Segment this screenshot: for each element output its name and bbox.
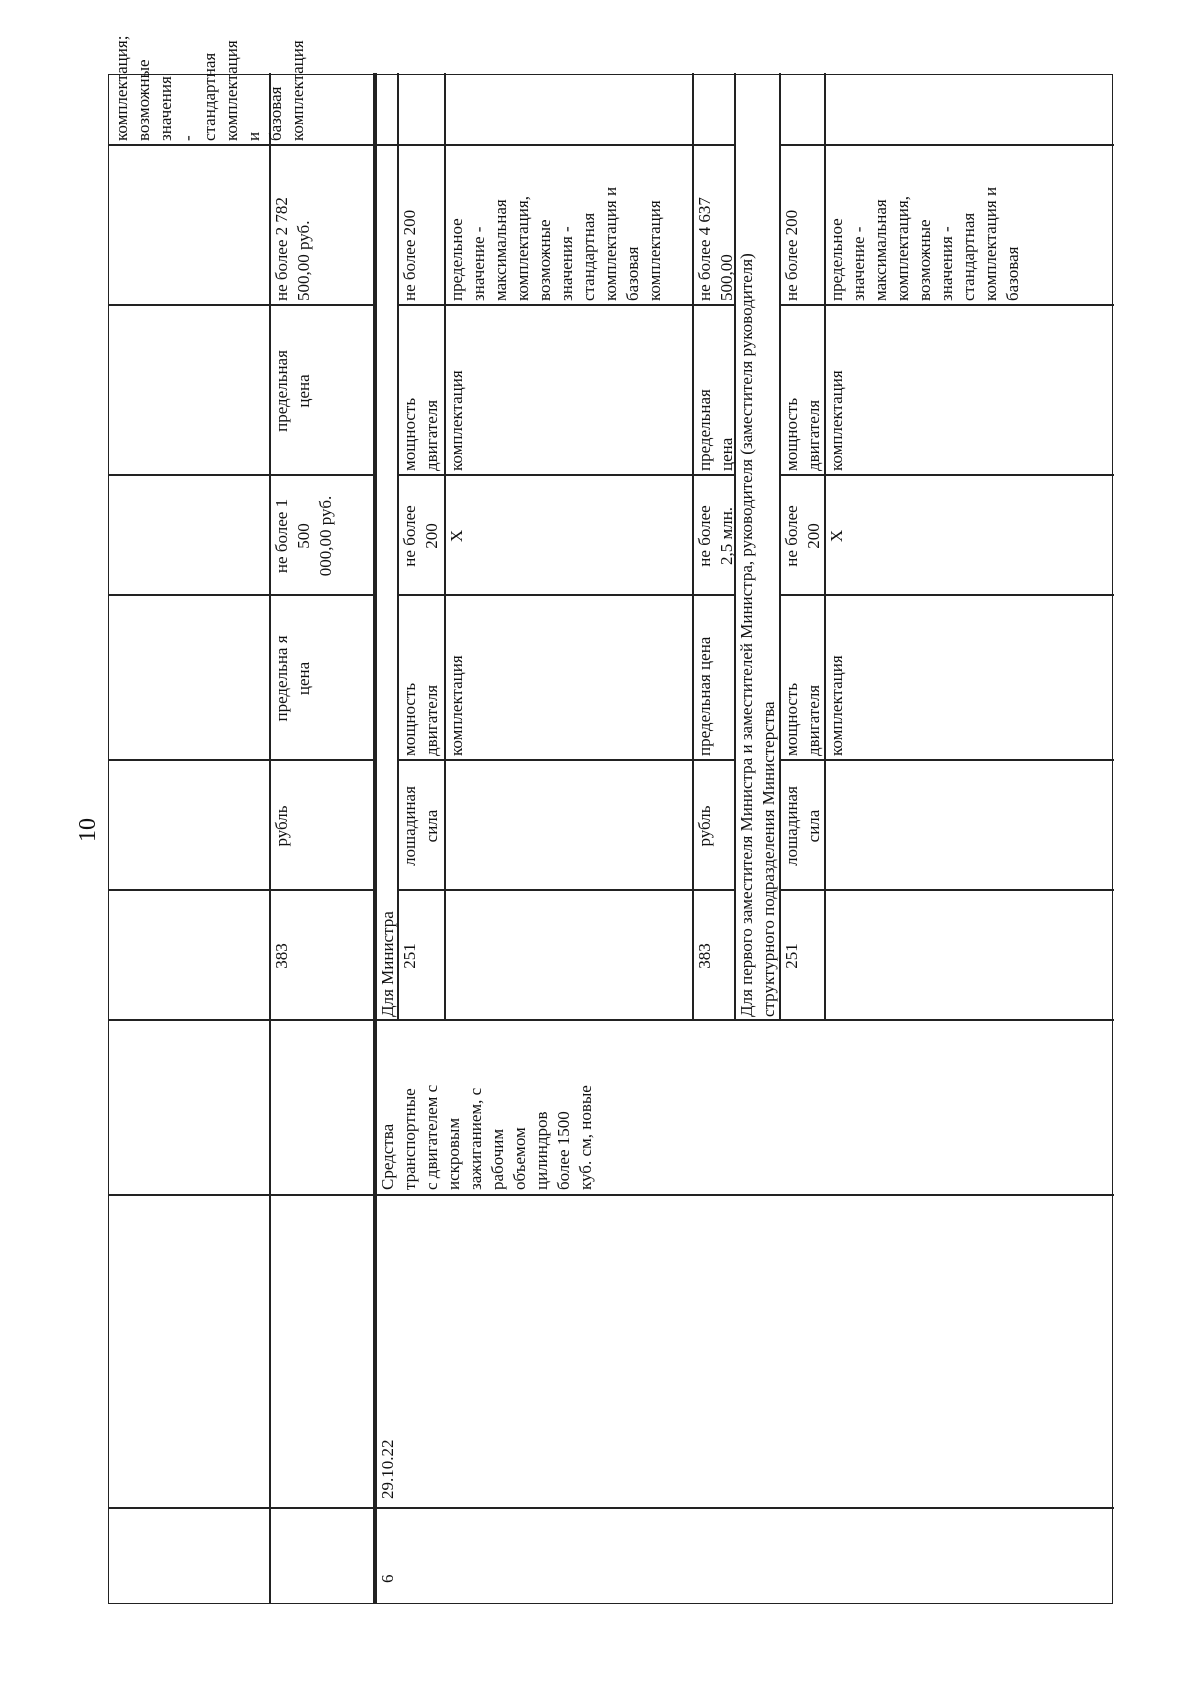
column-divider: [109, 760, 375, 762]
column-divider: [109, 595, 375, 597]
table-cell: комплектация: [827, 370, 846, 471]
group-title: Для первого заместителя Министра и заместителей Министра, руководителя (заместителя руководителя) структурного подразделения Министерства: [737, 253, 778, 1017]
column-divider: [109, 890, 375, 892]
table-cell: мощность двигателя: [782, 397, 823, 471]
column-divider: [375, 1195, 1114, 1197]
table-cell: не более 200: [400, 505, 441, 567]
table-cell: комплектация: [447, 370, 466, 471]
table-cell: 383: [695, 943, 714, 969]
table-cell: рубль: [272, 805, 291, 847]
column-divider: [779, 595, 1114, 597]
column-divider: [109, 1508, 375, 1510]
table-cell: комплектация; возможные значения - стандартная комплектация и базовая комплектация: [112, 35, 307, 141]
column-divider: [779, 145, 1114, 147]
item-number: 6: [378, 1574, 397, 1583]
table-cell: лошадиная сила: [782, 786, 823, 866]
table-cell: предельна я цена: [272, 635, 313, 722]
table-cell: не более 1 500 000,00 руб.: [272, 495, 335, 577]
column-divider: [397, 760, 734, 762]
column-divider: [397, 145, 734, 147]
table-cell: Х: [447, 529, 466, 543]
page-number: 10: [75, 818, 101, 842]
column-divider: [779, 890, 1114, 892]
column-divider: [397, 595, 734, 597]
column-divider: [779, 760, 1114, 762]
table-cell: предельное значение - максимальная комплектация, возможные значения - стандартная комплектация и базовая комплектация: [447, 186, 664, 301]
table-cell: Х: [827, 529, 846, 543]
item-code: 29.10.22: [378, 1439, 397, 1499]
table-cell: 251: [782, 943, 801, 969]
column-divider: [109, 305, 375, 307]
column-divider: [109, 145, 375, 147]
table-cell: не более 200: [782, 209, 801, 301]
table-cell: предельная цена: [695, 636, 714, 756]
column-divider: [375, 1508, 1114, 1510]
column-divider: [109, 1020, 375, 1022]
table-cell: не более 2 782 500,00 руб.: [272, 197, 313, 301]
table-cell: не более 200: [400, 209, 419, 301]
table-cell: предельная цена: [272, 350, 313, 432]
group-title: Для Министра: [378, 911, 397, 1017]
column-divider: [397, 890, 734, 892]
table-cell: 251: [400, 943, 419, 969]
item-name: Средства транспортные с двигателем с искровым зажиганием, с рабочим объемом цилиндров более 1500 куб. см, новые: [378, 1084, 595, 1190]
rotated-table-wrapper: [108, 35, 1113, 1604]
table-cell: лошадиная сила: [400, 786, 441, 866]
column-divider: [109, 475, 375, 477]
table-cell: 383: [272, 943, 291, 969]
column-divider: [109, 1195, 375, 1197]
table-cell: мощность двигателя: [400, 397, 441, 471]
table-cell: не более 2,5 млн.: [695, 505, 736, 567]
table-cell: не более 4 637 500,00: [695, 197, 736, 301]
column-divider: [375, 145, 397, 147]
table-cell: предельная цена: [695, 389, 736, 471]
table-frame: [108, 35, 1113, 1604]
column-divider: [397, 305, 734, 307]
specification-table: [108, 35, 1113, 1604]
table-cell: комплектация: [447, 655, 466, 756]
table-cell: мощность двигателя: [782, 682, 823, 756]
column-divider: [779, 305, 1114, 307]
column-divider: [397, 475, 734, 477]
table-cell: не более 200: [782, 505, 823, 567]
table-cell: рубль: [695, 805, 714, 847]
column-divider: [779, 475, 1114, 477]
table-cell: мощность двигателя: [400, 682, 441, 756]
table-cell: предельное значение - максимальная комплектация, возможные значения - стандартная комплектация и базовая: [827, 186, 1022, 301]
table-cell: комплектация: [827, 655, 846, 756]
column-divider: [375, 1020, 1114, 1022]
